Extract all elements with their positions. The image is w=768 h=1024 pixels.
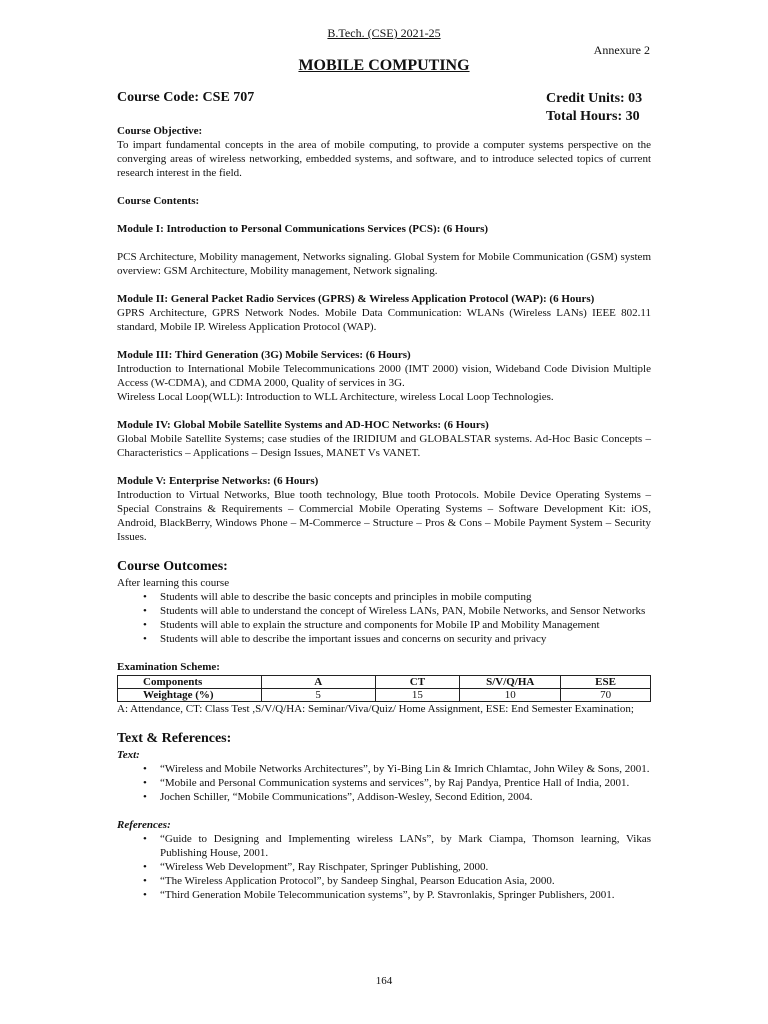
- reference-item: • “The Wireless Application Protocol”, by Sandeep Singhal, Pearson Education Asia, 2000.: [117, 874, 651, 888]
- total-hours: Total Hours: 30: [546, 109, 640, 124]
- outcomes-list: [117, 590, 651, 646]
- table-cell: Components: [118, 676, 262, 689]
- text-item: • “Wireless and Mobile Networks Architectures”, by Yi-Bing Lin & Imrich Chlamtac, John Wiley & Sons, 2001.: [117, 762, 651, 776]
- outcomes-intro: After learning this course: [117, 577, 230, 589]
- table-cell: S/V/Q/HA: [460, 676, 561, 689]
- table-cell: A: [261, 676, 375, 689]
- objective-text: To impart fundamental concepts in the area of mobile computing, to provide a computer systems perspective on the converging areas of wireless networking, embedded systems, and software, and to introduce selected topics of current research interest in the field.: [117, 139, 651, 179]
- module-text: Introduction to International Mobile Telecommunications 2000 (IMT 2000) vision, Wideband Code Division Multiple Access (W-CDMA), and CDMA 2000, Quality of services in 3G.: [117, 363, 651, 389]
- credit-block: [546, 90, 642, 126]
- module-title: Module V: Enterprise Networks: (6 Hours): [117, 475, 319, 487]
- table-cell: 5: [261, 689, 375, 702]
- reference-item: • “Guide to Designing and Implementing wireless LANs”, by Mark Ciampa, Thomson learning, Vikas Publishing House, 2001.: [117, 832, 651, 860]
- reference-item: • “Wireless Web Development”, Ray Rischpater, Springer Publishing, 2000.: [117, 860, 651, 874]
- exam-heading: Examination Scheme:: [117, 661, 220, 673]
- outcome-item: • Students will able to understand the concept of Wireless LANs, PAN, Mobile Networks, and Sensor Networks: [117, 604, 651, 618]
- table-cell: Weightage (%): [118, 689, 262, 702]
- module-text: PCS Architecture, Mobility management, Networks signaling. Global System for Mobile Communication (GSM) system overview: GSM Architecture, Mobility management, Network signaling.: [117, 251, 651, 277]
- objective-heading: Course Objective:: [117, 125, 203, 137]
- outcome-item: • Students will able to explain the structure and components for Mobile IP and Mobility Management: [117, 618, 651, 632]
- exam-table: [117, 675, 651, 702]
- table-cell: CT: [375, 676, 460, 689]
- course-code: Course Code: CSE 707: [117, 90, 255, 105]
- program-text: B.Tech. (CSE) 2021-25: [327, 26, 441, 40]
- table-cell: ESE: [561, 676, 651, 689]
- exam-note: A: Attendance, CT: Class Test ,S/V/Q/HA: Seminar/Viva/Quiz/ Home Assignment, ESE: End Semester Examination;: [117, 703, 634, 715]
- module-title: Module I: Introduction to Personal Communications Services (PCS): (6 Hours): [117, 223, 489, 235]
- text-item: • Jochen Schiller, “Mobile Communications”, Addison-Wesley, Second Edition, 2004.: [117, 790, 651, 804]
- text-list: [117, 762, 651, 804]
- module-text: Global Mobile Satellite Systems; case studies of the IRIDIUM and GLOBALSTAR systems. Ad-Hoc Basic Concepts – Characteristics – Applications – Design Issues, MANET Vs VANET.: [117, 433, 651, 459]
- text-label: Text:: [117, 749, 140, 761]
- table-row: [118, 689, 651, 702]
- outcome-item: • Students will able to describe the important issues and concerns on security and privacy: [117, 632, 651, 646]
- references-list: [117, 832, 651, 902]
- module-text: Wireless Local Loop(WLL): Introduction to WLL Architecture, wireless Local Loop Technologies.: [117, 391, 554, 403]
- outcomes-heading: Course Outcomes:: [117, 559, 228, 574]
- module-title: Module IV: Global Mobile Satellite Systems and AD-HOC Networks: (6 Hours): [117, 419, 489, 431]
- table-cell: 15: [375, 689, 460, 702]
- module-title: Module III: Third Generation (3G) Mobile Services: (6 Hours): [117, 349, 411, 361]
- table-cell: 70: [561, 689, 651, 702]
- syllabus-body: [117, 124, 651, 902]
- credit-units: Credit Units: 03: [546, 91, 643, 106]
- program-header: [0, 26, 768, 41]
- page-number: 164: [375, 975, 393, 987]
- contents-heading: Course Contents:: [117, 195, 200, 207]
- text-item: • “Mobile and Personal Communication systems and services”, by Raj Pandya, Prentice Hall of India, 2001.: [117, 776, 651, 790]
- table-cell: 10: [460, 689, 561, 702]
- module-title: Module II: General Packet Radio Services (GPRS) & Wireless Application Protocol (WAP): (6 Hours): [117, 293, 595, 305]
- reference-item: • “Third Generation Mobile Telecommunication systems”, by P. Stavronlakis, Springer Publishers, 2001.: [117, 888, 651, 902]
- module-text: Introduction to Virtual Networks, Blue tooth technology, Blue tooth Protocols. Mobile Device Operating Systems – Special Constrains & Requirements – Commercial Mobile Operating Systems – Software Development Kit: iOS, Android, BlackBerry, Windows Phone – M-Commerce – Structure – Pros & Cons – Mobile Payment System – Security Issues.: [117, 489, 651, 543]
- table-row: [118, 676, 651, 689]
- references-heading: Text & References:: [117, 731, 232, 746]
- title-text: MOBILE COMPUTING: [298, 57, 470, 74]
- page-title: [0, 57, 768, 75]
- outcome-item: • Students will able to describe the basic concepts and principles in mobile computing: [117, 590, 651, 604]
- module-text: GPRS Architecture, GPRS Network Nodes. Mobile Data Communication: WLANs (Wireless LANs) IEEE 802.11 standard, Mobile IP. Wireless Application Protocol (WAP).: [117, 307, 651, 333]
- annexure-label: Annexure 2: [593, 43, 650, 57]
- references-label: References:: [117, 819, 171, 831]
